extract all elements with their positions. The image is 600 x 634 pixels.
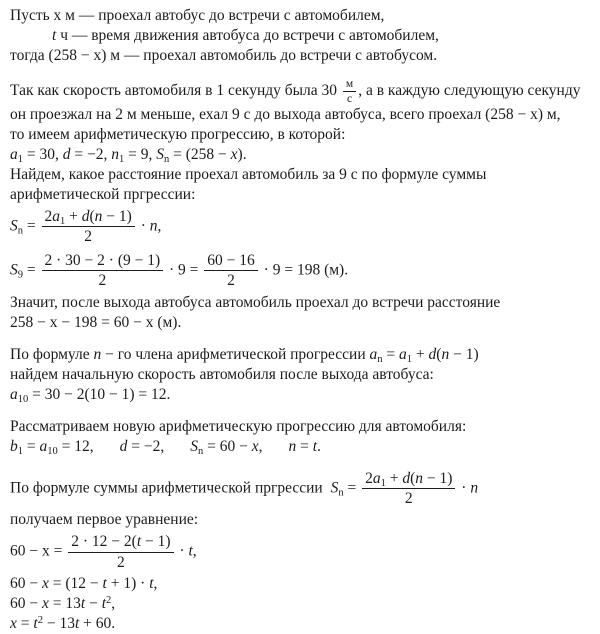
- text-run: =: [23, 217, 40, 235]
- text-run: 2: [117, 553, 125, 571]
- text-run: м: [345, 78, 354, 90]
- math-variable: S: [10, 261, 18, 279]
- equation-step-2: [10, 574, 592, 594]
- subscript: n: [163, 154, 170, 166]
- text-run: · 9 = 198 (м).: [259, 261, 349, 279]
- fraction: [41, 252, 165, 290]
- text-run: =: [23, 437, 40, 455]
- text-run: тогда (258 − х) м — проехал автомобиль до встречи с автобусом.: [10, 47, 438, 64]
- math-variable: t: [52, 27, 57, 44]
- math-variable: a: [369, 345, 378, 363]
- text-run: 2 · 30 − 2 · (9 − 1): [44, 251, 161, 269]
- text-run: − 1): [102, 208, 132, 226]
- text-run: 2 · 12 − 2(: [71, 533, 137, 551]
- subscript: n: [377, 353, 383, 365]
- math-variable: n: [93, 345, 102, 363]
- text-run: (: [436, 345, 442, 363]
- text-run: −: [85, 595, 102, 612]
- text-run: =: [296, 437, 313, 455]
- math-variable: d: [119, 437, 128, 455]
- fraction-numerator: [362, 470, 455, 489]
- a10-value: [10, 385, 592, 405]
- math-variable: b: [10, 437, 18, 455]
- math-variable: t: [102, 575, 107, 592]
- subscript: n: [17, 225, 23, 237]
- math-variable: n: [111, 146, 119, 164]
- text-run: =: [343, 478, 361, 496]
- new-progression-line: [10, 417, 592, 437]
- text-run: ч — время движения автобуса до встречи с автомобилем,: [56, 27, 439, 44]
- text-run: − 1): [141, 533, 171, 551]
- math-variable: n: [441, 345, 450, 363]
- text-run: 60 − x =: [10, 542, 67, 560]
- math-variable: a: [399, 345, 407, 363]
- text-run: Пусть х м — проехал автобус до встречи с автомобилем,: [10, 7, 385, 24]
- fraction: [67, 533, 174, 571]
- fraction: [342, 78, 357, 105]
- fraction-denominator: [42, 227, 135, 245]
- subscript: n: [197, 445, 204, 457]
- nth-term-line-2: [10, 365, 592, 385]
- formula-sum-general: [10, 205, 592, 249]
- intro-line-2: [10, 26, 592, 46]
- text-run: 2: [227, 272, 235, 290]
- text-run: − го члена арифметической прогрессии: [101, 345, 370, 363]
- text-run: (: [89, 208, 95, 226]
- text-run: Так как скорость автомобиля в 1 секунду была 30: [10, 82, 341, 100]
- text-run: 60 −: [10, 595, 42, 612]
- text-run: − 13: [42, 615, 75, 632]
- text-run: = 30,: [23, 146, 63, 164]
- math-variable: t: [33, 615, 38, 632]
- math-variable: x: [42, 575, 49, 592]
- text-run: 258 − х − 198 = 60 − х (м).: [10, 313, 182, 331]
- text-run: с: [347, 93, 353, 106]
- text-run: = 9,: [124, 146, 157, 164]
- math-variable: a: [39, 437, 48, 455]
- math-variable: S: [10, 217, 18, 235]
- math-variable: S: [156, 146, 164, 164]
- find-distance-line-2: [10, 185, 592, 205]
- math-variable: a: [10, 146, 18, 164]
- text-run: 2: [44, 208, 53, 226]
- subscript: 10: [17, 393, 29, 405]
- text-run: =: [382, 345, 400, 363]
- text-run: 2: [98, 272, 107, 290]
- condition-line-2: [10, 105, 592, 125]
- subscript: 1: [118, 154, 125, 166]
- text-run: ·: [457, 478, 471, 496]
- text-run: + 1) ·: [106, 575, 150, 592]
- text-run: 2: [84, 228, 93, 246]
- text-run: = 12,: [57, 437, 94, 455]
- text-run: ,: [157, 217, 162, 235]
- math-variable: d: [428, 345, 437, 363]
- text-run: По формуле суммы арифметической пргрессии: [10, 478, 327, 496]
- text-run: =: [16, 615, 34, 632]
- text-run: ,: [192, 542, 197, 560]
- fraction: [41, 208, 136, 246]
- condition-line-3: [10, 125, 592, 145]
- text-run: 2: [365, 469, 373, 487]
- math-variable: t: [80, 595, 86, 612]
- text-run: + 60.: [79, 615, 116, 632]
- math-variable: x: [230, 146, 238, 164]
- text-run: ·: [175, 542, 189, 560]
- text-run: · 9 =: [165, 261, 203, 279]
- new-progression-params: [10, 437, 592, 457]
- text-run: найдем начальную скорость автомобиля после выхода автобуса:: [10, 365, 434, 383]
- text-run: +: [412, 345, 429, 363]
- text-run: то имеем арифметическую прогрессию, в которой:: [10, 126, 346, 144]
- text-run: 60 − 16: [207, 251, 255, 269]
- math-variable: a: [10, 385, 18, 403]
- text-run: арифметической пргрессии:: [10, 186, 196, 204]
- text-run: 2: [404, 489, 413, 507]
- math-variable: n: [288, 437, 297, 455]
- progression-params: [10, 145, 592, 165]
- equation-step-3: [10, 594, 592, 614]
- fraction: [203, 252, 259, 290]
- fraction-denominator: [42, 271, 164, 289]
- subscript: 9: [17, 269, 23, 281]
- text-run: Найдем, какое расстояние проехал автомобиль за 9 с по формуле суммы: [10, 166, 487, 184]
- subscript: 1: [17, 445, 23, 457]
- text-run: он проезжал на 2 м меньше, ехал 9 с до выхода автобуса, всего проехал (258 − х) м,: [10, 106, 561, 124]
- fraction-numerator: [68, 533, 173, 552]
- conclusion-line-1: [10, 293, 592, 313]
- subscript: 10: [47, 445, 58, 457]
- subscript: 1: [380, 477, 386, 489]
- math-variable: n: [470, 478, 479, 496]
- math-variable: x: [251, 437, 259, 455]
- math-variable: t: [149, 575, 154, 592]
- text-run: , а в каждую следующую секунду: [358, 82, 581, 100]
- text-run: ,: [258, 437, 263, 455]
- math-variable: d: [62, 146, 71, 164]
- math-variable: t: [101, 595, 107, 612]
- math-variable: S: [330, 478, 339, 496]
- text-run: = −2,: [70, 146, 112, 164]
- text-run: Рассматриваем новую арифметическую прогрессию для автомобиля:: [10, 417, 467, 435]
- math-variable: d: [81, 208, 90, 226]
- text-run: ).: [237, 146, 247, 164]
- formula-sum-s9: [10, 249, 592, 293]
- math-variable: a: [372, 469, 381, 487]
- subscript: n: [338, 486, 344, 498]
- math-variable: d: [402, 469, 411, 487]
- math-variable: x: [42, 595, 49, 612]
- fraction-numerator: [42, 208, 135, 227]
- text-run: +: [385, 469, 403, 487]
- fraction-numerator: [42, 252, 164, 271]
- math-variable: t: [136, 533, 142, 551]
- math-variable: t: [188, 542, 193, 560]
- fraction-numerator: [343, 78, 356, 92]
- text-run: ,: [111, 595, 116, 612]
- text-run: По формуле: [10, 345, 94, 363]
- superscript: 2: [106, 595, 112, 606]
- math-variable: t: [312, 437, 318, 455]
- math-variable: n: [149, 217, 158, 235]
- text-run: = 60 −: [203, 437, 252, 455]
- text-run: = −2,: [127, 437, 165, 455]
- equation-step-1: [10, 530, 592, 574]
- fraction-denominator: [343, 92, 356, 105]
- text-run: Значит, после выхода автобуса автомобиль проехал до встречи расстояние: [10, 293, 501, 311]
- text-run: − 1): [449, 345, 479, 363]
- text-run: =: [23, 261, 40, 279]
- condition-line-1: [10, 78, 592, 105]
- subscript: 1: [60, 216, 66, 228]
- text-run: ,: [153, 575, 158, 592]
- subscript: 1: [406, 353, 413, 365]
- first-equation-intro: [10, 510, 592, 530]
- text-run: = 30 − 2(10 − 1) = 12.: [28, 385, 171, 403]
- text-run: − 1): [423, 469, 453, 487]
- fraction-denominator: [362, 489, 455, 507]
- equation-step-4: [10, 614, 592, 634]
- text-run: = (12 −: [48, 575, 103, 592]
- subscript: 1: [17, 154, 23, 166]
- fraction-numerator: [204, 252, 258, 271]
- text-run: получаем первое уравнение:: [10, 511, 199, 529]
- intro-line-1: [10, 6, 592, 26]
- find-distance-line-1: [10, 165, 592, 185]
- text-run: .: [317, 437, 321, 455]
- fraction-denominator: [68, 553, 173, 571]
- text-run: (: [410, 469, 416, 487]
- sum-formula-restate: [10, 467, 592, 511]
- text-run: +: [65, 208, 82, 226]
- fraction-denominator: [204, 271, 258, 289]
- superscript: 2: [37, 615, 43, 626]
- math-variable: n: [94, 208, 103, 226]
- math-variable: t: [74, 615, 80, 632]
- math-variable: x: [10, 615, 17, 632]
- math-variable: S: [190, 437, 198, 455]
- text-run: = 13: [48, 595, 81, 612]
- text-run: 60 −: [10, 575, 42, 592]
- text-run: ·: [136, 217, 150, 235]
- fraction: [361, 470, 456, 508]
- math-variable: n: [415, 469, 424, 487]
- conclusion-line-2: [10, 313, 592, 333]
- math-variable: a: [52, 208, 60, 226]
- text-run: = (258 −: [169, 146, 231, 164]
- intro-line-3: [10, 46, 592, 66]
- nth-term-line-1: [10, 345, 592, 365]
